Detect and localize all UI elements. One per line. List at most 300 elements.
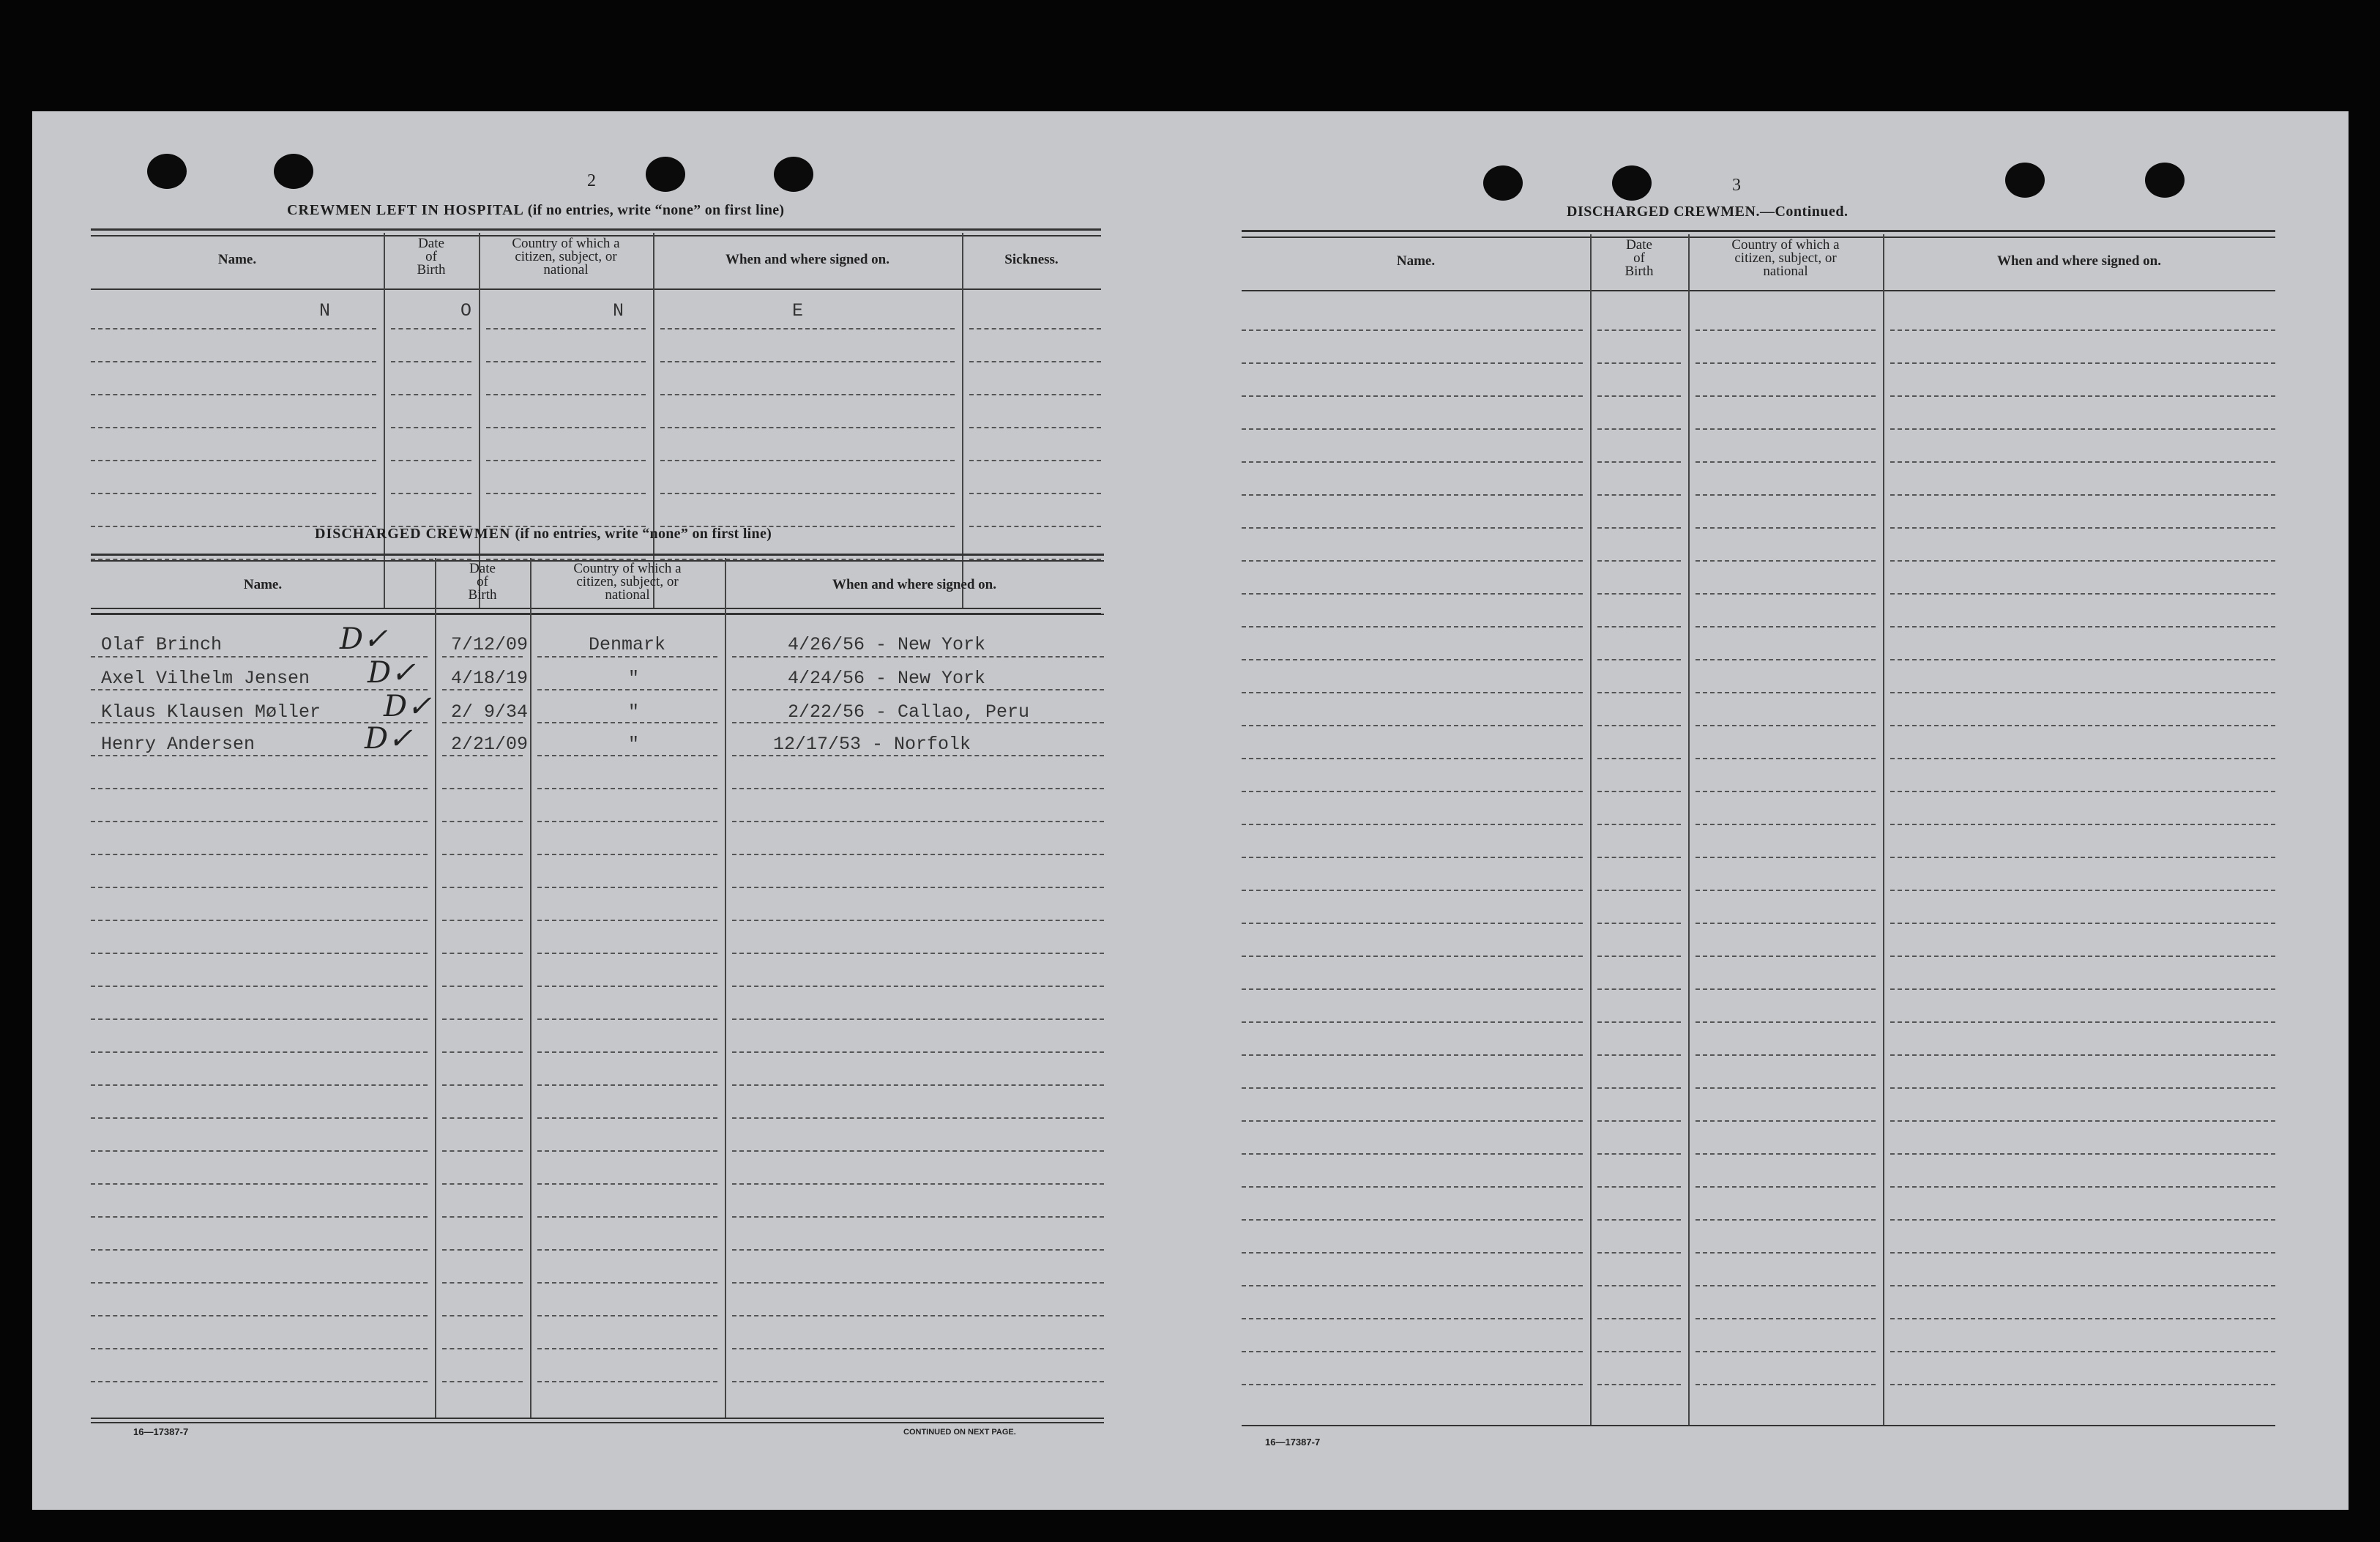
ruled-line xyxy=(91,887,428,888)
ruled-line xyxy=(1890,824,2275,825)
ruled-line xyxy=(1696,329,1876,331)
ruled-line xyxy=(1890,395,2275,397)
ruled-line xyxy=(1696,1285,1876,1286)
ruled-line xyxy=(1242,1087,1583,1089)
ruled-line xyxy=(732,1216,1104,1218)
ruled-line xyxy=(969,361,1101,362)
crew-dob: 2/21/09 xyxy=(451,734,529,755)
ruled-line xyxy=(537,788,717,789)
crew-dob: 4/18/19 xyxy=(451,668,529,689)
ruled-line xyxy=(1890,725,2275,726)
ruled-line xyxy=(1890,1021,2275,1023)
column-header-country: Country of which a citizen, subject, or national xyxy=(1731,237,1840,279)
discharged-title-text: DISCHARGED CREWMEN xyxy=(315,526,511,542)
ruled-line xyxy=(1890,527,2275,529)
ruled-line xyxy=(91,1216,428,1218)
ruled-line xyxy=(442,755,523,756)
ruled-line xyxy=(1597,428,1681,430)
discharged-table xyxy=(91,554,1104,1425)
ruled-line xyxy=(537,1051,717,1053)
ruled-line xyxy=(1890,1186,2275,1188)
ruled-line xyxy=(1242,626,1583,627)
crew-dob: 2/ 9/34 xyxy=(451,701,529,723)
ruled-line xyxy=(1242,1351,1583,1352)
ruled-line xyxy=(91,986,428,987)
ruled-line xyxy=(1890,1285,2275,1286)
ruled-line xyxy=(537,887,717,888)
ruled-line xyxy=(91,1381,428,1382)
ruled-line xyxy=(1890,923,2275,924)
ruled-line xyxy=(391,460,471,461)
ruled-line xyxy=(1242,560,1583,562)
ruled-line xyxy=(1696,725,1876,726)
ruled-line xyxy=(1696,1384,1876,1385)
ruled-line xyxy=(442,1084,523,1086)
ruled-line xyxy=(91,361,376,362)
ruled-line xyxy=(1242,527,1583,529)
ruled-line xyxy=(969,394,1101,395)
ruled-line xyxy=(1597,1054,1681,1056)
ruled-line xyxy=(391,493,471,494)
ruled-line xyxy=(1890,1351,2275,1352)
ruled-line xyxy=(732,656,1104,658)
ruled-line xyxy=(91,1051,428,1053)
ruled-line xyxy=(91,1249,428,1251)
ruled-line xyxy=(91,821,428,822)
handwritten-mark: D✓ xyxy=(365,722,413,756)
ruled-line xyxy=(1242,494,1583,496)
ruled-line xyxy=(1597,791,1681,792)
ruled-line xyxy=(732,1348,1104,1349)
ruled-line xyxy=(1597,1087,1681,1089)
ruled-line xyxy=(1696,1054,1876,1056)
page-number: 2 xyxy=(587,171,596,190)
ruled-line xyxy=(1597,1384,1681,1385)
ruled-line xyxy=(442,920,523,921)
ruled-line xyxy=(1890,560,2275,562)
ruled-line xyxy=(732,1282,1104,1284)
ruled-line xyxy=(969,493,1101,494)
ruled-line xyxy=(1242,988,1583,990)
ruled-line xyxy=(1597,890,1681,891)
ruled-line xyxy=(732,887,1104,888)
ruled-line xyxy=(1242,1219,1583,1221)
ruled-line xyxy=(1890,1219,2275,1221)
column-header-dob: Date of Birth xyxy=(1624,237,1654,279)
ruled-line xyxy=(1696,593,1876,595)
ruled-line xyxy=(442,887,523,888)
ruled-line xyxy=(732,920,1104,921)
ruled-line xyxy=(537,1084,717,1086)
ruled-line xyxy=(660,427,955,428)
ruled-line xyxy=(1242,758,1583,759)
ruled-line xyxy=(1696,527,1876,529)
ruled-line xyxy=(732,1150,1104,1152)
ruled-line xyxy=(1242,1318,1583,1319)
ruled-line xyxy=(1696,395,1876,397)
ruled-line xyxy=(442,1315,523,1316)
ruled-line xyxy=(442,1282,523,1284)
ruled-line xyxy=(91,1183,428,1185)
right-page xyxy=(1218,111,2349,1510)
ruled-line xyxy=(442,986,523,987)
ruled-line xyxy=(1242,428,1583,430)
column-header-signed-on: When and where signed on. xyxy=(1996,253,2161,269)
ruled-line xyxy=(660,328,955,329)
ruled-line xyxy=(1597,1252,1681,1254)
hospital-title-text: CREWMEN LEFT IN HOSPITAL xyxy=(287,202,523,218)
ruled-line xyxy=(1242,956,1583,957)
ruled-line xyxy=(1696,890,1876,891)
ruled-line xyxy=(1696,626,1876,627)
ruled-line xyxy=(732,1183,1104,1185)
ruled-line xyxy=(442,1018,523,1020)
ruled-line xyxy=(1696,560,1876,562)
ruled-line xyxy=(91,1018,428,1020)
ruled-line xyxy=(1597,362,1681,364)
ruled-line xyxy=(537,920,717,921)
ruled-line xyxy=(91,788,428,789)
ruled-line xyxy=(1597,1351,1681,1352)
entry-signed-on: E xyxy=(792,300,804,321)
entry-country: N xyxy=(613,300,624,321)
ruled-line xyxy=(91,1117,428,1119)
ruled-line xyxy=(486,394,646,395)
ruled-line xyxy=(1597,527,1681,529)
ruled-line xyxy=(1890,461,2275,463)
ruled-line xyxy=(537,1018,717,1020)
ruled-line xyxy=(1890,692,2275,693)
ruled-line xyxy=(1242,395,1583,397)
crew-name: Klaus Klausen Møller xyxy=(101,701,321,723)
ruled-line xyxy=(969,460,1101,461)
ruled-line xyxy=(1696,428,1876,430)
ruled-line xyxy=(1242,692,1583,693)
ruled-line xyxy=(442,1150,523,1152)
ruled-line xyxy=(1242,659,1583,660)
ruled-line xyxy=(537,1216,717,1218)
ruled-line xyxy=(1597,923,1681,924)
ruled-line xyxy=(1597,988,1681,990)
ruled-line xyxy=(91,920,428,921)
ruled-line xyxy=(537,986,717,987)
ruled-line xyxy=(91,1348,428,1349)
ruled-line xyxy=(1890,626,2275,627)
ruled-line xyxy=(1890,1384,2275,1385)
ruled-line xyxy=(1890,494,2275,496)
ruled-line xyxy=(660,361,955,362)
ruled-line xyxy=(1696,461,1876,463)
ruled-line xyxy=(1890,659,2275,660)
ruled-line xyxy=(1696,988,1876,990)
discharged-section-title xyxy=(315,526,772,543)
ruled-line xyxy=(732,1117,1104,1119)
ruled-line xyxy=(537,1315,717,1316)
ruled-line xyxy=(91,1315,428,1316)
right-section-title: DISCHARGED CREWMEN.—Continued. xyxy=(1567,204,1849,220)
crew-dob: 7/12/09 xyxy=(451,634,529,655)
ruled-line xyxy=(1597,725,1681,726)
ruled-line xyxy=(537,854,717,855)
ruled-line xyxy=(732,788,1104,789)
ruled-line xyxy=(537,1183,717,1185)
ruled-line xyxy=(732,1315,1104,1316)
crew-signed-on: 12/17/53 - Norfolk xyxy=(773,734,971,755)
ruled-line xyxy=(91,953,428,954)
ruled-line xyxy=(391,328,471,329)
ruled-line xyxy=(969,526,1101,527)
ruled-line xyxy=(1696,494,1876,496)
ruled-line xyxy=(1890,593,2275,595)
ruled-line xyxy=(1696,1120,1876,1122)
ruled-line xyxy=(1597,659,1681,660)
column-header-country: Country of which a citizen, subject, or national xyxy=(573,561,682,603)
handwritten-mark: D✓ xyxy=(384,690,432,723)
ruled-line xyxy=(660,460,955,461)
ruled-line xyxy=(91,460,376,461)
ruled-line xyxy=(732,1084,1104,1086)
ruled-line xyxy=(1890,1087,2275,1089)
ruled-line xyxy=(537,755,717,756)
document-sheet xyxy=(32,111,2349,1510)
ruled-line xyxy=(1597,956,1681,957)
ruled-line xyxy=(1597,593,1681,595)
ruled-line xyxy=(1242,1252,1583,1254)
ruled-line xyxy=(91,427,376,428)
ruled-line xyxy=(1890,791,2275,792)
ruled-line xyxy=(732,689,1104,690)
ruled-line xyxy=(1890,329,2275,331)
ruled-line xyxy=(1242,791,1583,792)
ruled-line xyxy=(1597,461,1681,463)
ruled-line xyxy=(537,656,717,658)
page-number: 3 xyxy=(1732,176,1741,195)
ruled-line xyxy=(1242,1285,1583,1286)
ruled-line xyxy=(1242,1120,1583,1122)
ruled-line xyxy=(537,1249,717,1251)
ruled-line xyxy=(486,328,646,329)
ruled-line xyxy=(1696,824,1876,825)
ruled-line xyxy=(442,1216,523,1218)
ruled-line xyxy=(732,755,1104,756)
ruled-line xyxy=(1242,1054,1583,1056)
ruled-line xyxy=(442,1249,523,1251)
ruled-line xyxy=(1242,593,1583,595)
ruled-line xyxy=(537,821,717,822)
ruled-line xyxy=(1696,692,1876,693)
column-header-signed-on: When and where signed on. xyxy=(832,577,996,592)
ruled-line xyxy=(1890,1120,2275,1122)
ruled-line xyxy=(1890,1252,2275,1254)
ruled-line xyxy=(442,656,523,658)
ruled-line xyxy=(1696,1153,1876,1155)
crew-name: Axel Vilhelm Jensen xyxy=(101,668,310,689)
ruled-line xyxy=(442,953,523,954)
ruled-line xyxy=(486,427,646,428)
ruled-line xyxy=(1696,791,1876,792)
ruled-line xyxy=(1597,395,1681,397)
ruled-line xyxy=(486,493,646,494)
ruled-line xyxy=(442,854,523,855)
ruled-line xyxy=(1696,1351,1876,1352)
left-page xyxy=(32,111,1174,1510)
ruled-line xyxy=(1696,1318,1876,1319)
crew-name: Henry Andersen xyxy=(101,734,255,755)
ruled-line xyxy=(1597,1021,1681,1023)
ruled-line xyxy=(1597,494,1681,496)
ruled-line xyxy=(1597,626,1681,627)
column-header-name: Name. xyxy=(243,577,283,592)
ruled-line xyxy=(1242,329,1583,331)
ruled-line xyxy=(1597,560,1681,562)
crew-country: " xyxy=(628,668,640,689)
continued-note: CONTINUED ON NEXT PAGE. xyxy=(903,1428,1016,1437)
crew-country: " xyxy=(628,701,640,723)
ruled-line xyxy=(91,1282,428,1284)
ruled-line xyxy=(1597,758,1681,759)
column-header-dob: Date of Birth xyxy=(468,561,497,603)
form-number: 16—17387-7 xyxy=(133,1426,189,1437)
ruled-line xyxy=(1242,890,1583,891)
ruled-line xyxy=(1242,1384,1583,1385)
ruled-line xyxy=(486,361,646,362)
ruled-line xyxy=(1890,1054,2275,1056)
ruled-line xyxy=(1242,824,1583,825)
ruled-line xyxy=(391,427,471,428)
ruled-line xyxy=(1696,1219,1876,1221)
ruled-line xyxy=(91,1150,428,1152)
ruled-line xyxy=(391,361,471,362)
ruled-line xyxy=(1696,659,1876,660)
ruled-line xyxy=(1696,758,1876,759)
ruled-line xyxy=(732,854,1104,855)
ruled-line xyxy=(537,1348,717,1349)
ruled-line xyxy=(1696,956,1876,957)
ruled-line xyxy=(1696,1087,1876,1089)
ruled-line xyxy=(442,1117,523,1119)
ruled-line xyxy=(969,328,1101,329)
ruled-line xyxy=(1890,956,2275,957)
handwritten-mark: D✓ xyxy=(368,656,416,690)
ruled-line xyxy=(442,821,523,822)
ruled-line xyxy=(1242,1153,1583,1155)
ruled-line xyxy=(1597,824,1681,825)
ruled-line xyxy=(1696,857,1876,858)
ruled-line xyxy=(1242,923,1583,924)
ruled-line xyxy=(391,394,471,395)
ruled-line xyxy=(1242,1021,1583,1023)
entry-dob: O xyxy=(460,300,472,321)
ruled-line xyxy=(732,986,1104,987)
ruled-line xyxy=(1242,362,1583,364)
ruled-line xyxy=(486,460,646,461)
ruled-line xyxy=(1597,1219,1681,1221)
ruled-line xyxy=(1890,362,2275,364)
ruled-line xyxy=(660,394,955,395)
ruled-line xyxy=(1597,692,1681,693)
ruled-line xyxy=(1696,1021,1876,1023)
ruled-line xyxy=(442,689,523,690)
ruled-line xyxy=(1696,362,1876,364)
ruled-line xyxy=(537,722,717,723)
ruled-line xyxy=(442,788,523,789)
hospital-section-title xyxy=(287,202,784,219)
ruled-line xyxy=(1890,1318,2275,1319)
ruled-line xyxy=(732,1381,1104,1382)
ruled-line xyxy=(1242,1186,1583,1188)
ruled-line xyxy=(537,953,717,954)
crew-name: Olaf Brinch xyxy=(101,634,223,655)
column-header-signed-on: When and where signed on. xyxy=(725,252,889,267)
ruled-line xyxy=(1597,1186,1681,1188)
ruled-line xyxy=(1597,1318,1681,1319)
hospital-title-note: (if no entries, write “none” on first line) xyxy=(527,202,785,218)
crew-country: Denmark xyxy=(589,634,666,655)
ruled-line xyxy=(91,854,428,855)
ruled-line xyxy=(537,1381,717,1382)
ruled-line xyxy=(732,953,1104,954)
column-header-name: Name. xyxy=(217,252,257,267)
ruled-line xyxy=(91,394,376,395)
ruled-line xyxy=(660,493,955,494)
ruled-line xyxy=(442,1051,523,1053)
ruled-line xyxy=(1890,988,2275,990)
form-number: 16—17387-7 xyxy=(1265,1437,1321,1448)
ruled-line xyxy=(91,493,376,494)
ruled-line xyxy=(1890,428,2275,430)
handwritten-mark: D✓ xyxy=(340,622,388,656)
ruled-line xyxy=(1890,1153,2275,1155)
ruled-line xyxy=(732,1051,1104,1053)
ruled-line xyxy=(1597,1285,1681,1286)
ruled-line xyxy=(1242,857,1583,858)
ruled-line xyxy=(1696,923,1876,924)
ruled-line xyxy=(442,1381,523,1382)
crew-signed-on: 4/26/56 - New York xyxy=(788,634,986,655)
ruled-line xyxy=(1890,758,2275,759)
ruled-line xyxy=(442,1183,523,1185)
ruled-line xyxy=(732,1018,1104,1020)
ruled-line xyxy=(1696,1252,1876,1254)
entry-name: N xyxy=(319,300,331,321)
ruled-line xyxy=(1696,1186,1876,1188)
ruled-line xyxy=(1242,461,1583,463)
ruled-line xyxy=(1597,1120,1681,1122)
crew-country: " xyxy=(628,734,640,755)
discharged-continued-table xyxy=(1242,230,2275,1431)
discharged-title-note: (if no entries, write “none” on first line) xyxy=(515,526,772,542)
column-header-country: Country of which a citizen, subject, or national xyxy=(512,236,620,278)
crew-signed-on: 4/24/56 - New York xyxy=(788,668,986,689)
ruled-line xyxy=(442,1348,523,1349)
ruled-line xyxy=(1890,857,2275,858)
ruled-line xyxy=(969,427,1101,428)
ruled-line xyxy=(1890,890,2275,891)
ruled-line xyxy=(537,1117,717,1119)
crew-signed-on: 2/22/56 - Callao, Peru xyxy=(788,701,1030,723)
column-header-dob: Date of Birth xyxy=(417,236,446,278)
ruled-line xyxy=(91,328,376,329)
ruled-line xyxy=(1597,329,1681,331)
ruled-line xyxy=(732,1249,1104,1251)
ruled-line xyxy=(1597,857,1681,858)
ruled-line xyxy=(537,1150,717,1152)
ruled-line xyxy=(91,1084,428,1086)
ruled-line xyxy=(1242,725,1583,726)
column-header-sickness: Sickness. xyxy=(1004,252,1059,267)
ruled-line xyxy=(537,1282,717,1284)
ruled-line xyxy=(537,689,717,690)
